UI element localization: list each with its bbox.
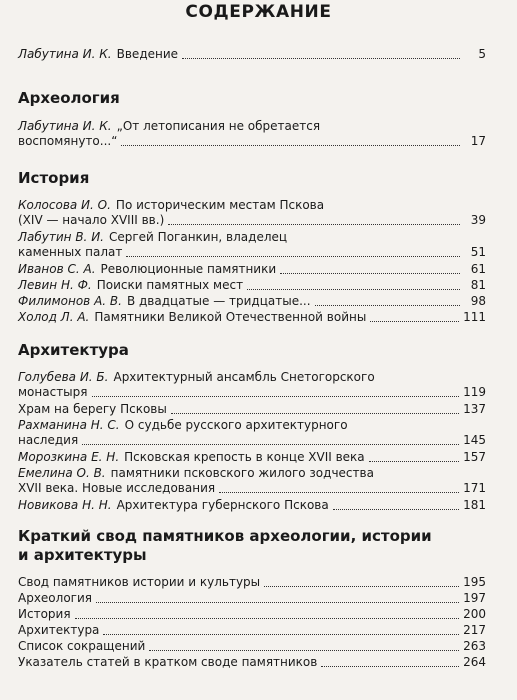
entry-page: 111 xyxy=(463,310,486,324)
entry-title: Архитектура xyxy=(18,623,100,637)
entry-title-cont: XVII века. Новые исследования xyxy=(18,481,216,495)
toc-entry xyxy=(18,310,486,325)
toc-entry xyxy=(18,294,486,309)
entry-title: Поиски памятных мест xyxy=(96,278,244,292)
entry-author: Емелина О. В. xyxy=(18,466,106,480)
leader-dots xyxy=(121,144,460,146)
toc-entry xyxy=(18,466,486,496)
entry-title: Архитектурный ансамбль Снетогорского xyxy=(113,370,375,384)
entry-author: Лабутина И. К. xyxy=(18,119,112,133)
entry-page: 181 xyxy=(463,498,486,512)
toc-entry xyxy=(18,370,486,400)
leader-dots xyxy=(171,412,459,414)
entry-author: Лабутина И. К. xyxy=(18,47,112,61)
entry-page: 171 xyxy=(463,481,486,495)
leader-dots xyxy=(370,320,459,322)
toc-entry xyxy=(18,198,486,228)
entry-page: 17 xyxy=(470,134,486,148)
entry-title: Памятники Великой Отечественной войны xyxy=(94,310,367,324)
entry-title: Храм на берегу Псковы xyxy=(18,402,167,416)
entry-page: 39 xyxy=(470,213,486,227)
toc-entry xyxy=(18,402,486,417)
toc-entry xyxy=(18,655,486,670)
leader-dots xyxy=(126,255,460,257)
toc-entry xyxy=(18,450,486,465)
entry-page: 98 xyxy=(470,294,486,308)
entry-title-cont: монастыря xyxy=(18,385,88,399)
entry-title: Археология xyxy=(18,591,92,605)
toc-entry xyxy=(18,230,486,260)
entry-page: 197 xyxy=(463,591,486,605)
entry-page: 263 xyxy=(463,639,486,653)
entry-page: 200 xyxy=(463,607,486,621)
entry-page: 145 xyxy=(463,433,486,447)
entry-title: Введение xyxy=(116,47,179,61)
leader-dots xyxy=(219,491,459,493)
entry-author: Лабутин В. И. xyxy=(18,230,104,244)
entry-page: 51 xyxy=(470,245,486,259)
entry-page: 217 xyxy=(463,623,486,637)
leader-dots xyxy=(182,57,460,59)
entry-author: Холод Л. А. xyxy=(18,310,90,324)
entry-author: Колосова И. О. xyxy=(18,198,111,212)
section-heading-archaeology: Археология xyxy=(18,89,120,107)
leader-dots xyxy=(369,460,459,462)
section-heading-line: и архитектуры xyxy=(18,546,147,564)
entry-title: О судьбе русского архитектурного xyxy=(124,418,348,432)
leader-dots xyxy=(247,288,460,290)
toc-entry-intro xyxy=(18,47,486,62)
toc-entry xyxy=(18,119,486,149)
entry-page: 264 xyxy=(463,655,486,669)
entry-page: 137 xyxy=(463,402,486,416)
leader-dots xyxy=(75,617,460,619)
leader-dots xyxy=(92,395,460,397)
entry-title-cont: наследия xyxy=(18,433,79,447)
toc-entry xyxy=(18,639,486,654)
entry-title: Архитектура губернского Пскова xyxy=(116,498,329,512)
entry-author: Филимонов А. В. xyxy=(18,294,122,308)
section-heading-line: Краткий свод памятников археологии, истории xyxy=(18,527,432,545)
entry-title: Указатель статей в кратком своде памятников xyxy=(18,655,318,669)
entry-title: Сергей Поганкин, владелец xyxy=(108,230,288,244)
entry-title-cont: каменных палат xyxy=(18,245,123,259)
entry-title: По историческим местам Пскова xyxy=(115,198,325,212)
toc-entry xyxy=(18,418,486,448)
leader-dots xyxy=(280,272,460,274)
leader-dots xyxy=(333,508,459,510)
toc-entry xyxy=(18,591,486,606)
page-title: СОДЕРЖАНИЕ xyxy=(185,2,332,22)
leader-dots xyxy=(149,649,459,651)
entry-title: История xyxy=(18,607,71,621)
toc-entry xyxy=(18,262,486,277)
toc-entry xyxy=(18,623,486,638)
entry-title: „От летописания не обретается xyxy=(116,119,321,133)
section-heading-history: История xyxy=(18,169,90,187)
entry-title: Список сокращений xyxy=(18,639,146,653)
leader-dots xyxy=(103,633,459,635)
entry-page: 81 xyxy=(470,278,486,292)
leader-dots xyxy=(264,585,459,587)
entry-title: Свод памятников истории и культуры xyxy=(18,575,261,589)
entry-page: 195 xyxy=(463,575,486,589)
entry-title-cont: (XIV — начало XVIII вв.) xyxy=(18,213,165,227)
entry-author: Морозкина Е. Н. xyxy=(18,450,120,464)
section-heading-summary xyxy=(18,527,488,565)
leader-dots xyxy=(321,665,459,667)
entry-page: 119 xyxy=(463,385,486,399)
section-heading-architecture: Архитектура xyxy=(18,341,129,359)
entry-page: 157 xyxy=(463,450,486,464)
leader-dots xyxy=(82,443,459,445)
entry-author: Рахманина Н. С. xyxy=(18,418,120,432)
entry-author: Иванов С. А. xyxy=(18,262,96,276)
leader-dots xyxy=(96,601,459,603)
leader-dots xyxy=(168,223,460,225)
entry-title-cont: воспомянуто...“ xyxy=(18,134,118,148)
entry-title: памятники псковского жилого зодчества xyxy=(110,466,374,480)
entry-title: Псковская крепость в конце XVII века xyxy=(124,450,365,464)
entry-title: Революционные памятники xyxy=(100,262,277,276)
toc-entry xyxy=(18,607,486,622)
entry-title: В двадцатые — тридцатые... xyxy=(126,294,311,308)
toc-entry xyxy=(18,278,486,293)
toc-entry xyxy=(18,498,486,513)
entry-page: 61 xyxy=(470,262,486,276)
entry-author: Голубева И. Б. xyxy=(18,370,109,384)
toc-entry xyxy=(18,575,486,590)
entry-author: Новикова Н. Н. xyxy=(18,498,112,512)
entry-author: Левин Н. Ф. xyxy=(18,278,92,292)
leader-dots xyxy=(315,304,460,306)
entry-page: 5 xyxy=(478,47,486,61)
